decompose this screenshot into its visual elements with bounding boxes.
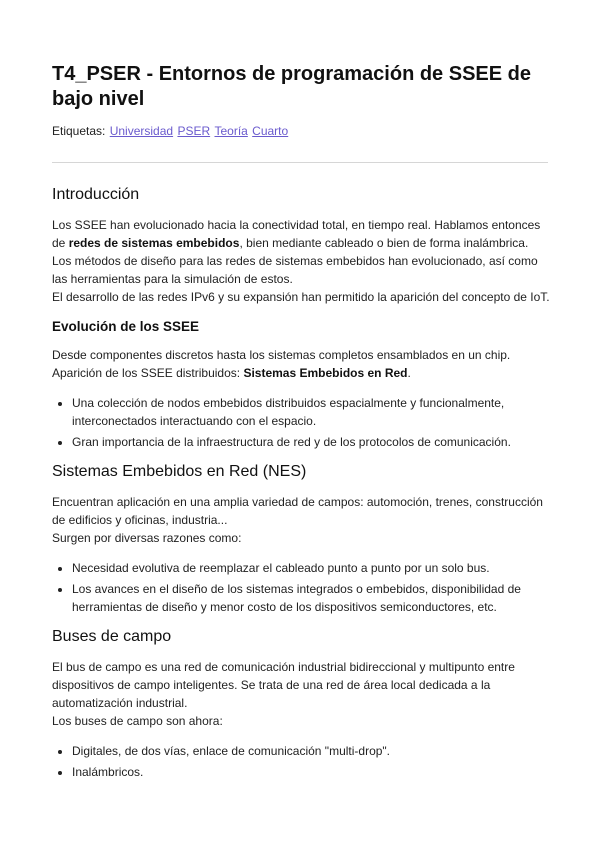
text-run: Aparición de los SSEE distribuidos: xyxy=(52,366,244,380)
bold-text: redes de sistemas embebidos xyxy=(68,236,240,250)
text-run: El bus de campo es una red de comunicación industrial bidireccional y multipunto entre dispositivos de campo inteligentes. Se trata de una red de área local dedicada a la automatización industrial. xyxy=(52,660,515,710)
subsection-heading: Evolución de los SSEE xyxy=(52,319,200,334)
text-run: Desde componentes discretos hasta los sistemas completos ensamblados en un chip. xyxy=(52,348,511,362)
tag-link-teoria[interactable]: Teoría xyxy=(214,124,248,138)
section-heading: Introducción xyxy=(52,186,140,203)
text-run: Encuentran aplicación en una amplia variedad de campos: automoción, trenes, construcción de edificios y oficinas, industria... xyxy=(52,495,543,527)
bold-text: Sistemas Embebidos en Red xyxy=(243,366,408,380)
section-introduccion xyxy=(52,184,552,306)
bullet-list xyxy=(52,559,552,616)
tag-link-universidad[interactable]: Universidad xyxy=(109,124,174,138)
section-heading: Buses de campo xyxy=(52,628,172,645)
text-run: Surgen por diversas razones como: xyxy=(52,531,242,545)
paragraph xyxy=(52,658,552,730)
section-buses xyxy=(52,626,552,781)
tags-label: Etiquetas: xyxy=(52,124,106,138)
tags-line xyxy=(52,123,288,139)
list-item: • Una colección de nodos embebidos distribuidos espacialmente y funcionalmente, interconectados interactuando con el espacio. xyxy=(72,394,552,430)
text-run: Los buses de campo son ahora: xyxy=(52,714,223,728)
list-item: • Necesidad evolutiva de reemplazar el cableado punto a punto por un solo bus. xyxy=(72,559,552,577)
list-item: • Digitales, de dos vías, enlace de comunicación "multi-drop". xyxy=(72,742,552,760)
section-heading: Sistemas Embebidos en Red (NES) xyxy=(52,463,307,480)
section-nes xyxy=(52,461,552,616)
text-run: . xyxy=(407,366,411,380)
paragraph xyxy=(52,216,552,306)
bullet-list xyxy=(52,394,552,451)
list-item: • Los avances en el diseño de los sistemas integrados o embebidos, disponibilidad de herramientas de diseño y menor costo de los dispositivos semiconductores, etc. xyxy=(72,580,552,616)
paragraph xyxy=(52,346,552,382)
divider xyxy=(52,162,548,163)
text-run: , bien mediante cableado o bien de forma inalámbrica. xyxy=(239,236,529,250)
text-run: Los SSEE han evolucionado hacia la conectividad total, en tiempo real. Hablamos entonces de xyxy=(52,218,541,250)
tag-link-cuarto[interactable]: Cuarto xyxy=(252,124,289,138)
section-evolucion xyxy=(52,318,552,451)
text-run: El desarrollo de las redes IPv6 y su expansión han permitido la aparición del concepto de IoT. xyxy=(52,290,550,304)
bullet-list xyxy=(52,742,552,781)
tag-link-pser[interactable]: PSER xyxy=(177,124,211,138)
list-item: • Gran importancia de la infraestructura de red y de los protocolos de comunicación. xyxy=(72,433,552,451)
text-run: Los métodos de diseño para las redes de sistemas embebidos han evolucionado, así como las herramientas para la simulación de estos. xyxy=(52,254,538,286)
list-item: • Inalámbricos. xyxy=(72,763,552,781)
page-title: T4_PSER - Entornos de programación de SSEE de bajo nivel xyxy=(52,63,531,110)
paragraph xyxy=(52,493,552,547)
document-body xyxy=(52,184,552,791)
